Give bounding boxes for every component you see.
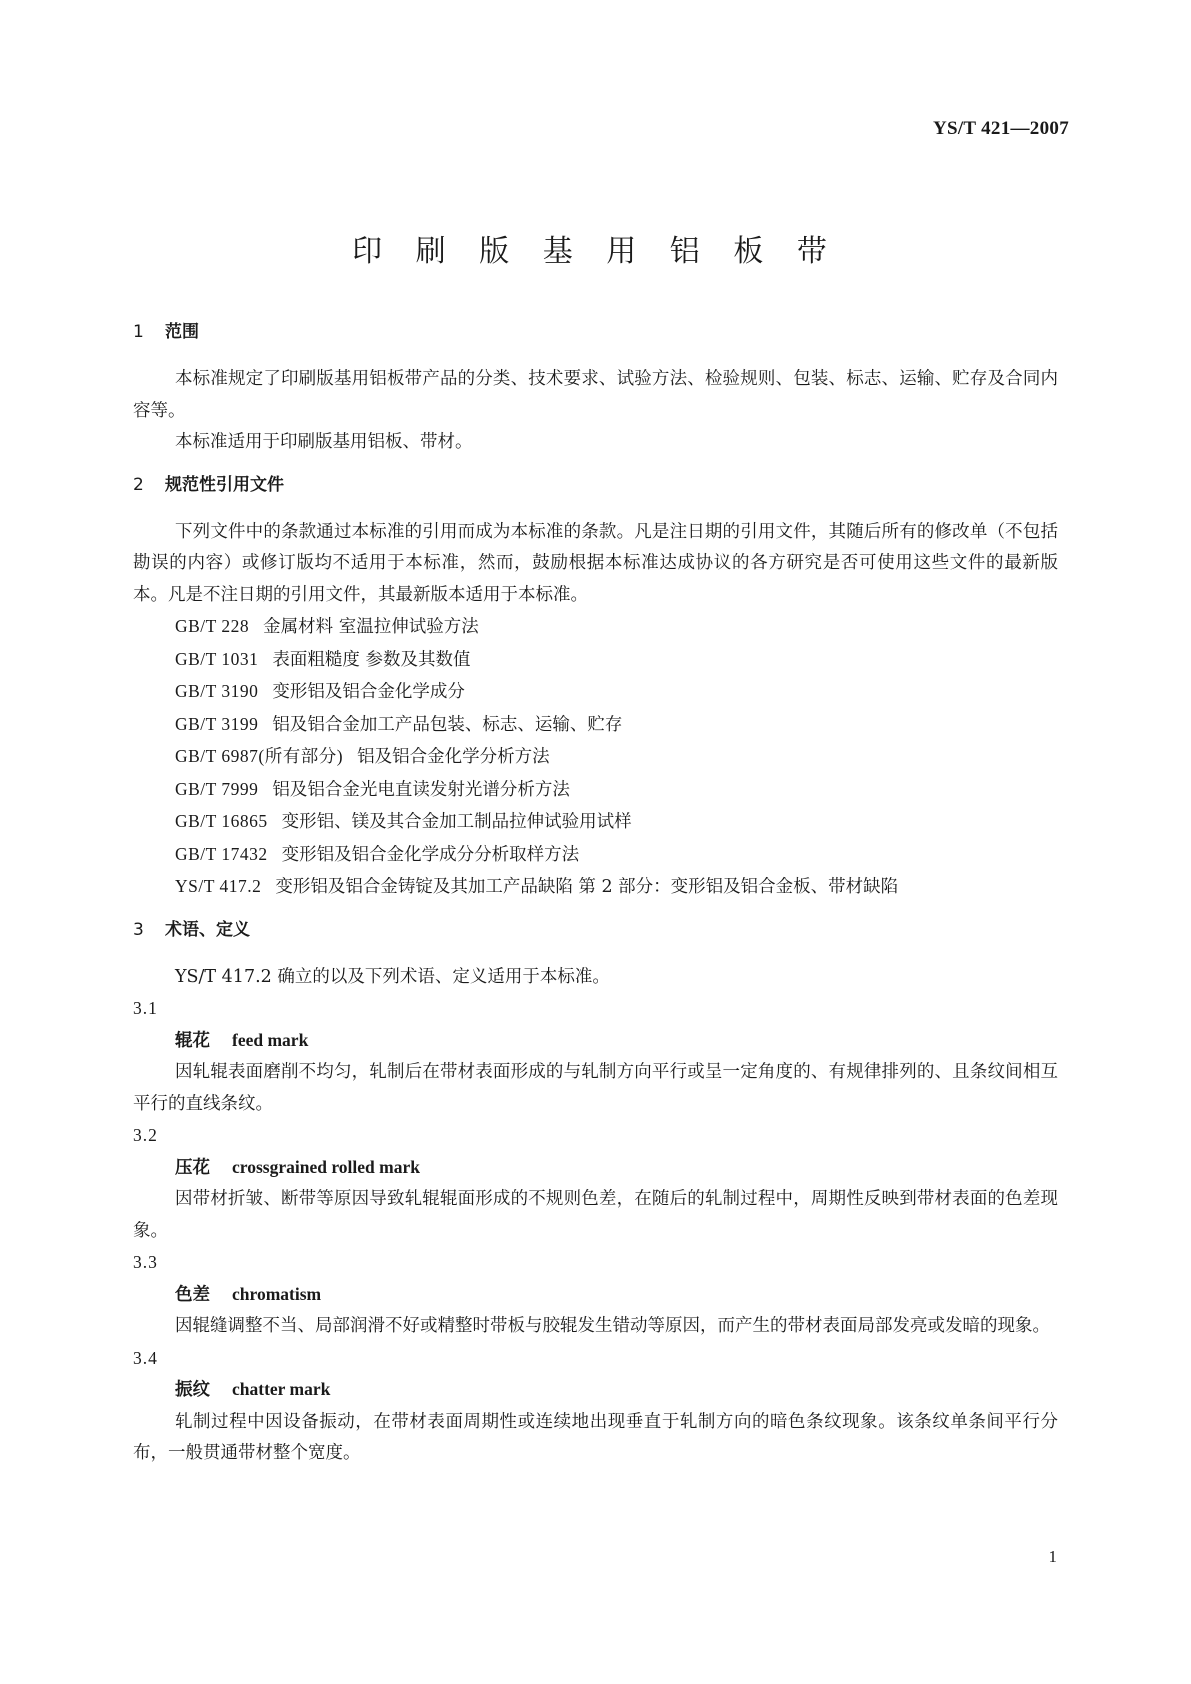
reference-item — [133, 676, 1058, 709]
reference-title: 表面粗糙度 参数及其数值 — [272, 649, 471, 670]
term-definition: 轧制过程中因设备振动，在带材表面周期性或连续地出现垂直于轧制方向的暗色条纹现象。该条纹单条间平行分布，一般贯通带材整个宽度。 — [133, 1411, 1058, 1463]
reference-item — [133, 611, 1058, 644]
term-chinese: 色差 — [175, 1284, 210, 1305]
reference-item — [133, 709, 1058, 742]
reference-title: 铝及铝合金光电直读发射光谱分析方法 — [272, 779, 570, 800]
term-entry — [133, 993, 1058, 1120]
section-number: 1 — [133, 322, 144, 342]
term-english: chromatism — [232, 1283, 322, 1304]
paragraph: 本标准规定了印刷版基用铝板带产品的分类、技术要求、试验方法、检验规则、包装、标志、运输、贮存及合同内容等。 — [133, 369, 1058, 421]
page-number: 1 — [1048, 1547, 1057, 1566]
term-number: 3.2 — [133, 1125, 158, 1145]
term-entry — [133, 1343, 1058, 1470]
reference-code: GB/T 17432 — [175, 843, 268, 864]
reference-title: 变形铝及铝合金化学成分分析取样方法 — [281, 844, 580, 865]
reference-title: 变形铝及铝合金化学成分 — [272, 682, 465, 702]
term-heading — [133, 1025, 1058, 1058]
reference-code: GB/T 3190 — [175, 681, 259, 701]
paragraph: 本标准适用于印刷版基用铝板、带材。 — [175, 432, 473, 452]
term-chinese: 振纹 — [175, 1380, 210, 1400]
reference-item — [133, 839, 1058, 872]
standard-number: YS/T 421—2007 — [932, 118, 1069, 139]
term-heading — [133, 1152, 1058, 1185]
term-heading — [133, 1279, 1058, 1312]
term-definition: 因辊缝调整不当、局部润滑不好或精整时带板与胶辊发生错动等原因，而产生的带材表面局部发亮或发暗的现象。 — [175, 1316, 1050, 1336]
reference-item — [133, 806, 1058, 839]
reference-code: GB/T 16865 — [175, 811, 268, 831]
section-title: 范围 — [165, 322, 199, 342]
term-entry — [133, 1120, 1058, 1247]
reference-title: 金属材料 室温拉伸试验方法 — [263, 617, 479, 637]
reference-code: YS/T 417.2 — [175, 876, 262, 896]
reference-item — [133, 644, 1058, 677]
paragraph: 下列文件中的条款通过本标准的引用而成为本标准的条款。凡是注日期的引用文件，其随后所有的修改单（不包括勘误的内容）或修订版均不适用于本标准，然而，鼓励根据本标准达成协议的各方研究是否可使用这些文件的最新版本。凡是不注日期的引用文件，其最新版本适用于本标准。 — [133, 521, 1058, 605]
section-title: 规范性引用文件 — [165, 474, 284, 495]
term-number: 3.3 — [133, 1252, 158, 1272]
reference-code: GB/T 228 — [175, 616, 250, 636]
reference-title: 铝及铝合金化学分析方法 — [357, 747, 550, 767]
section-number: 2 — [133, 474, 144, 495]
section-1-heading — [133, 318, 1058, 346]
term-number: 3.4 — [133, 1347, 158, 1368]
document-body — [133, 318, 1058, 1470]
reference-title: 变形铝、镁及其合金加工制品拉伸试验用试样 — [281, 812, 632, 832]
paragraph: YS/T 417.2 确立的以及下列术语、定义适用于本标准。 — [175, 966, 610, 987]
term-number: 3.1 — [133, 998, 158, 1018]
term-english: crossgrained rolled mark — [232, 1156, 420, 1177]
reference-code: GB/T 7999 — [175, 778, 259, 799]
section-title: 术语、定义 — [165, 919, 250, 940]
reference-title: 铝及铝合金加工产品包装、标志、运输、贮存 — [272, 714, 623, 735]
term-chinese: 辊花 — [175, 1030, 210, 1051]
section-3-heading — [133, 916, 1058, 944]
reference-title: 变形铝及铝合金铸锭及其加工产品缺陷 第 2 部分：变形铝及铝合金板、带材缺陷 — [275, 877, 899, 897]
reference-code: GB/T 3199 — [175, 713, 259, 734]
section-number: 3 — [133, 919, 144, 940]
reference-code: GB/T 6987(所有部分) — [175, 746, 344, 766]
term-heading — [133, 1374, 1058, 1407]
term-definition: 因带材折皱、断带等原因导致轧辊辊面形成的不规则色差，在随后的轧制过程中，周期性反映到带材表面的色差现象。 — [133, 1189, 1058, 1241]
reference-item — [133, 741, 1058, 774]
term-english: chatter mark — [232, 1379, 331, 1399]
term-english: feed mark — [232, 1029, 309, 1050]
reference-code: GB/T 1031 — [175, 648, 259, 669]
section-2-heading — [133, 471, 1058, 499]
term-chinese: 压花 — [175, 1157, 210, 1178]
term-entry — [133, 1247, 1058, 1343]
document-title: 印 刷 版 基 用 铝 板 带 — [352, 234, 839, 269]
reference-item — [133, 871, 1058, 904]
term-definition: 因轧辊表面磨削不均匀，轧制后在带材表面形成的与轧制方向平行或呈一定角度的、有规律排列的、且条纹间相互平行的直线条纹。 — [133, 1062, 1058, 1114]
reference-item — [133, 774, 1058, 807]
